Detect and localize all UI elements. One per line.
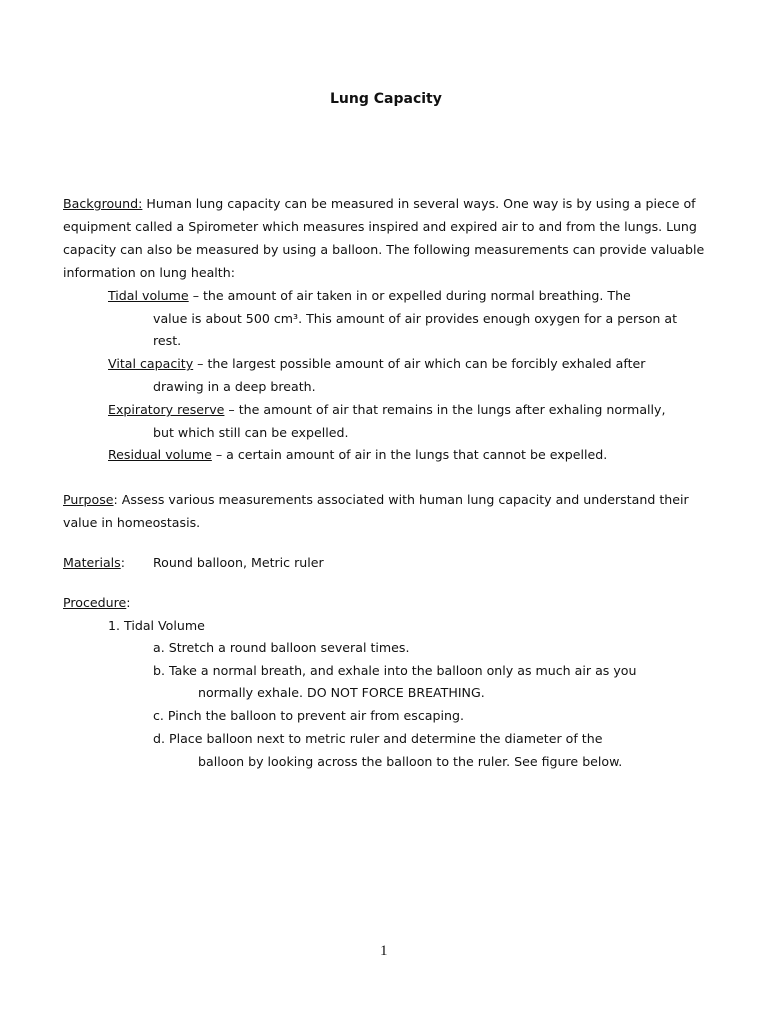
background-text: Human lung capacity can be measured in several ways. One way is by using a piece of bbox=[146, 196, 696, 211]
definition-expiratory-reserve bbox=[108, 402, 666, 417]
background-paragraph-line-2: equipment called a Spirometer which measures inspired and expired air to and from the lungs. Lung bbox=[63, 219, 697, 234]
materials-text: Round balloon, Metric ruler bbox=[153, 555, 324, 570]
background-heading: Background: bbox=[63, 196, 143, 211]
definition-residual-volume bbox=[108, 447, 607, 462]
definition-tidal-volume bbox=[108, 288, 631, 303]
purpose-text: : Assess various measurements associated with human lung capacity and understand their bbox=[113, 492, 689, 507]
definition-term: Expiratory reserve bbox=[108, 402, 225, 417]
definition-text: – the amount of air that remains in the lungs after exhaling normally, bbox=[224, 402, 666, 417]
background-paragraph-line-4: information on lung health: bbox=[63, 265, 235, 280]
materials-heading-line bbox=[63, 555, 125, 570]
procedure-substep-d-continuation: balloon by looking across the balloon to the ruler. See figure below. bbox=[198, 754, 623, 769]
definition-continuation: drawing in a deep breath. bbox=[153, 379, 316, 394]
materials-heading: Materials bbox=[63, 555, 121, 570]
materials-colon: : bbox=[120, 555, 125, 570]
page-number: 1 bbox=[380, 943, 388, 959]
procedure-substep-d: d. Place balloon next to metric ruler and determine the diameter of the bbox=[153, 731, 603, 746]
procedure-substep-b-continuation: normally exhale. DO NOT FORCE BREATHING. bbox=[198, 685, 485, 700]
definition-term: Residual volume bbox=[108, 447, 212, 462]
background-paragraph-line-1 bbox=[63, 196, 696, 211]
procedure-substep-b: b. Take a normal breath, and exhale into the balloon only as much air as you bbox=[153, 663, 637, 678]
definition-text: – a certain amount of air in the lungs that cannot be expelled. bbox=[211, 447, 608, 462]
purpose-heading: Purpose bbox=[63, 492, 114, 507]
definition-continuation: rest. bbox=[153, 333, 182, 348]
definition-vital-capacity bbox=[108, 356, 645, 371]
purpose-line-1 bbox=[63, 492, 689, 507]
procedure-heading-line bbox=[63, 595, 131, 610]
page-title: Lung Capacity bbox=[330, 91, 442, 107]
definition-term: Tidal volume bbox=[108, 288, 189, 303]
background-paragraph-line-3: capacity can also be measured by using a balloon. The following measurements can provide valuable bbox=[63, 242, 705, 257]
procedure-substep-c: c. Pinch the balloon to prevent air from escaping. bbox=[153, 708, 464, 723]
procedure-substep-a: a. Stretch a round balloon several times. bbox=[153, 640, 410, 655]
purpose-line-2: value in homeostasis. bbox=[63, 515, 201, 530]
definition-continuation: value is about 500 cm³. This amount of air provides enough oxygen for a person at bbox=[153, 311, 678, 326]
procedure-step-1: 1. Tidal Volume bbox=[108, 618, 205, 633]
definition-continuation: but which still can be expelled. bbox=[153, 425, 349, 440]
definition-text: – the amount of air taken in or expelled during normal breathing. The bbox=[188, 288, 631, 303]
definition-term: Vital capacity bbox=[108, 356, 194, 371]
procedure-colon: : bbox=[126, 595, 131, 610]
procedure-heading: Procedure bbox=[63, 595, 127, 610]
definition-text: – the largest possible amount of air which can be forcibly exhaled after bbox=[193, 356, 646, 371]
